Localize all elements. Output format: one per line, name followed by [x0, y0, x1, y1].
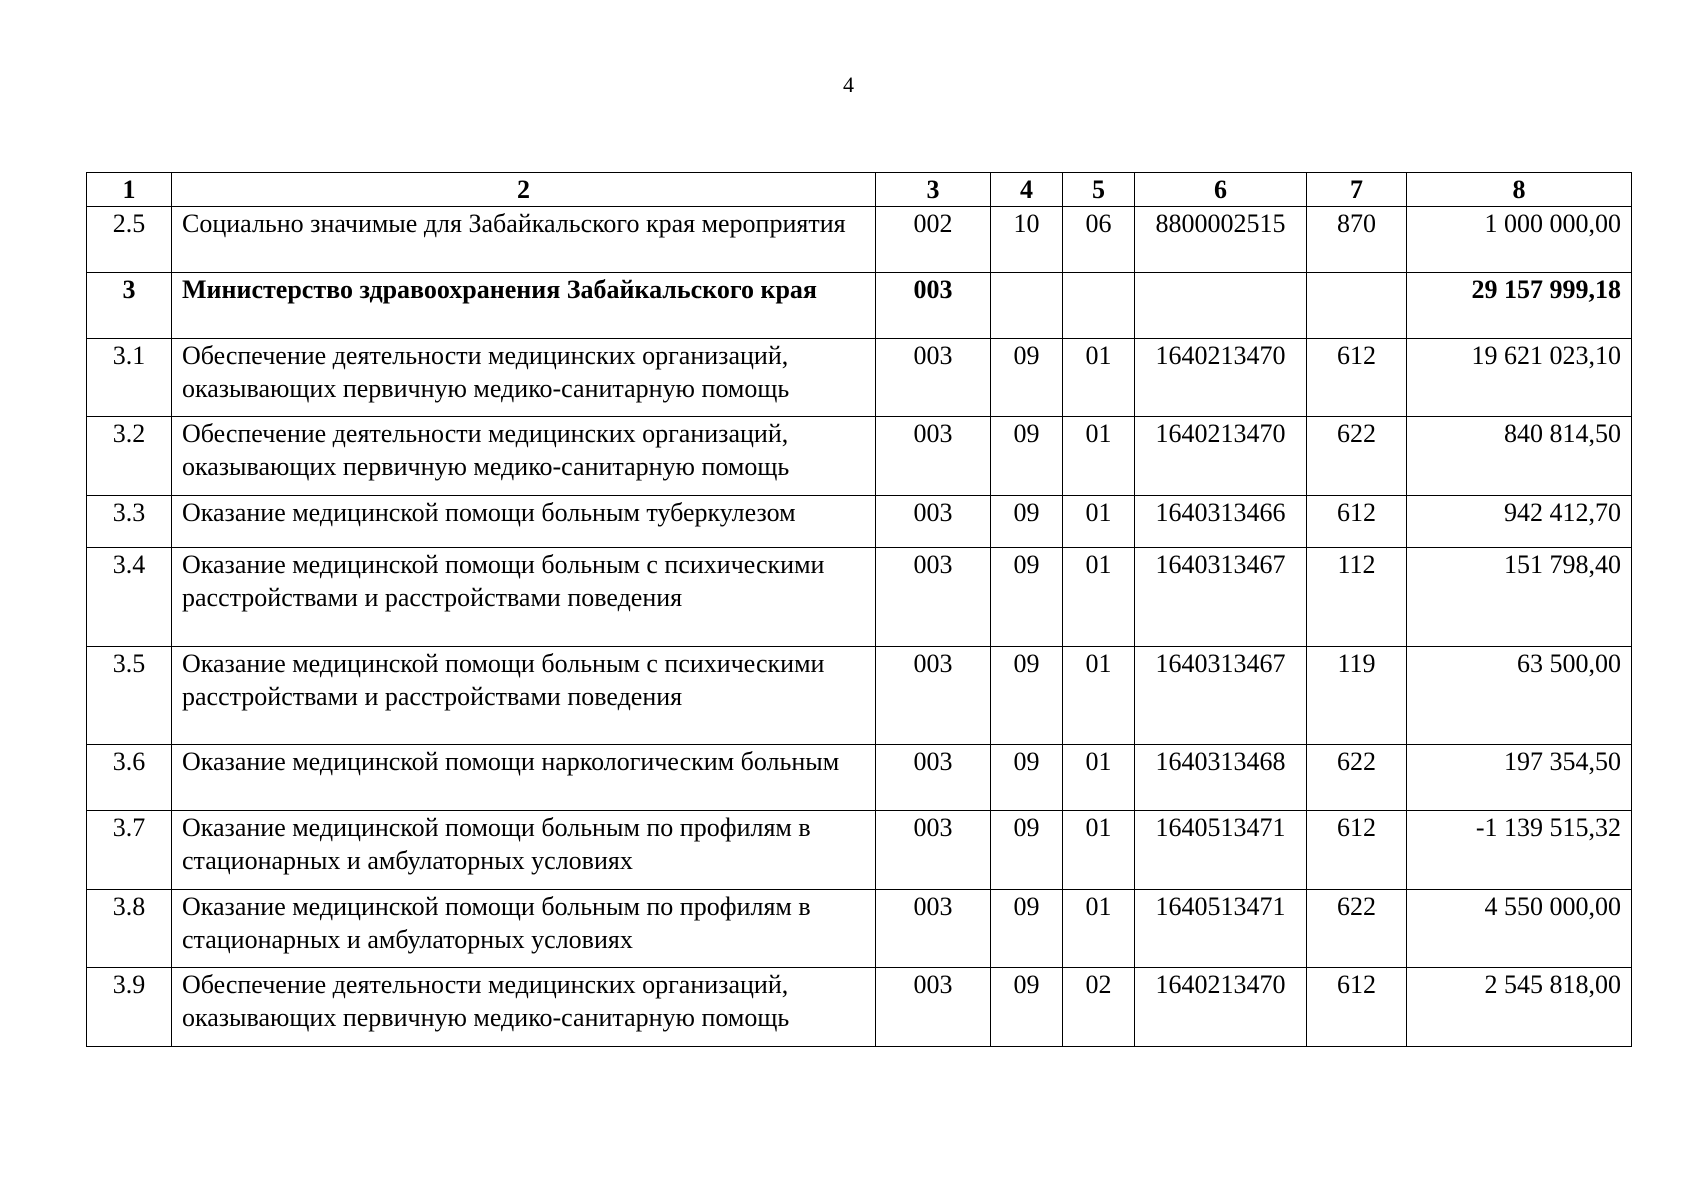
row-name-cell: Оказание медицинской помощи больным по профилям в стационарных и амбулаторных условиях: [172, 811, 876, 890]
target-article-cell: 8800002515: [1135, 207, 1307, 273]
amount-cell: 942 412,70: [1407, 496, 1632, 548]
target-article-cell: 1640213470: [1135, 417, 1307, 496]
subsection-cell: 01: [1063, 890, 1135, 968]
row-number-cell: 3.3: [87, 496, 172, 548]
row-name-cell: Оказание медицинской помощи наркологическим больным: [172, 745, 876, 811]
subsection-cell: 01: [1063, 496, 1135, 548]
target-article-cell: 1640513471: [1135, 890, 1307, 968]
table-body: [87, 207, 1632, 1047]
table-row: [87, 968, 1632, 1047]
expense-type-cell: 612: [1307, 811, 1407, 890]
table-row: [87, 496, 1632, 548]
ministry-code-cell: 003: [876, 890, 991, 968]
table-row: [87, 647, 1632, 745]
table-row: [87, 890, 1632, 968]
expense-type-cell: 119: [1307, 647, 1407, 745]
row-name-cell: Оказание медицинской помощи больным по профилям в стационарных и амбулаторных условиях: [172, 890, 876, 968]
row-name-cell: Обеспечение деятельности медицинских организаций, оказывающих первичную медико-санитарную помощь: [172, 417, 876, 496]
ministry-code-cell: 002: [876, 207, 991, 273]
expense-type-cell: 870: [1307, 207, 1407, 273]
column-header: 7: [1307, 173, 1407, 207]
row-number-cell: 2.5: [87, 207, 172, 273]
target-article-cell: 1640313468: [1135, 745, 1307, 811]
ministry-code-cell: 003: [876, 273, 991, 339]
section-cell: 09: [991, 647, 1063, 745]
row-number-cell: 3: [87, 273, 172, 339]
table-row: [87, 207, 1632, 273]
column-header: 2: [172, 173, 876, 207]
row-number-cell: 3.4: [87, 548, 172, 647]
row-number-cell: 3.7: [87, 811, 172, 890]
amount-cell: -1 139 515,32: [1407, 811, 1632, 890]
amount-cell: 197 354,50: [1407, 745, 1632, 811]
amount-cell: 4 550 000,00: [1407, 890, 1632, 968]
expense-type-cell: 612: [1307, 339, 1407, 417]
target-article-cell: 1640313467: [1135, 647, 1307, 745]
row-name-cell: Оказание медицинской помощи больным с психическими расстройствами и расстройствами поведения: [172, 548, 876, 647]
target-article-cell: 1640313466: [1135, 496, 1307, 548]
column-header: 1: [87, 173, 172, 207]
row-number-cell: 3.5: [87, 647, 172, 745]
subsection-cell: 06: [1063, 207, 1135, 273]
target-article-cell: 1640213470: [1135, 968, 1307, 1047]
expense-type-cell: 112: [1307, 548, 1407, 647]
table-row: [87, 273, 1632, 339]
budget-table: [86, 172, 1632, 1047]
amount-cell: 1 000 000,00: [1407, 207, 1632, 273]
expense-type-cell: 622: [1307, 745, 1407, 811]
table-row: [87, 811, 1632, 890]
subsection-cell: [1063, 273, 1135, 339]
row-number-cell: 3.1: [87, 339, 172, 417]
ministry-code-cell: 003: [876, 548, 991, 647]
ministry-code-cell: 003: [876, 647, 991, 745]
ministry-code-cell: 003: [876, 339, 991, 417]
row-name-cell: Обеспечение деятельности медицинских организаций, оказывающих первичную медико-санитарную помощь: [172, 968, 876, 1047]
expense-type-cell: 622: [1307, 417, 1407, 496]
section-cell: 09: [991, 890, 1063, 968]
table-row: [87, 417, 1632, 496]
subsection-cell: 01: [1063, 417, 1135, 496]
amount-cell: 19 621 023,10: [1407, 339, 1632, 417]
table-row: [87, 548, 1632, 647]
ministry-code-cell: 003: [876, 811, 991, 890]
section-cell: 09: [991, 339, 1063, 417]
expense-type-cell: 612: [1307, 496, 1407, 548]
row-number-cell: 3.6: [87, 745, 172, 811]
amount-cell: 2 545 818,00: [1407, 968, 1632, 1047]
amount-cell: 840 814,50: [1407, 417, 1632, 496]
section-cell: 09: [991, 968, 1063, 1047]
row-number-cell: 3.8: [87, 890, 172, 968]
row-name-cell: Обеспечение деятельности медицинских организаций, оказывающих первичную медико-санитарную помощь: [172, 339, 876, 417]
section-cell: [991, 273, 1063, 339]
row-number-cell: 3.2: [87, 417, 172, 496]
row-name-cell: Оказание медицинской помощи больным туберкулезом: [172, 496, 876, 548]
ministry-code-cell: 003: [876, 745, 991, 811]
section-cell: 09: [991, 548, 1063, 647]
row-name-cell: Оказание медицинской помощи больным с психическими расстройствами и расстройствами поведения: [172, 647, 876, 745]
table-row: [87, 339, 1632, 417]
section-cell: 09: [991, 496, 1063, 548]
section-cell: 09: [991, 745, 1063, 811]
ministry-code-cell: 003: [876, 968, 991, 1047]
subsection-cell: 01: [1063, 811, 1135, 890]
target-article-cell: [1135, 273, 1307, 339]
table-row: [87, 745, 1632, 811]
column-header: 3: [876, 173, 991, 207]
section-cell: 09: [991, 417, 1063, 496]
header-row: [87, 173, 1632, 207]
target-article-cell: 1640313467: [1135, 548, 1307, 647]
row-name-cell: Социально значимые для Забайкальского края мероприятия: [172, 207, 876, 273]
section-cell: 10: [991, 207, 1063, 273]
subsection-cell: 02: [1063, 968, 1135, 1047]
target-article-cell: 1640213470: [1135, 339, 1307, 417]
expense-type-cell: 622: [1307, 890, 1407, 968]
subsection-cell: 01: [1063, 745, 1135, 811]
column-header: 8: [1407, 173, 1632, 207]
column-header: 6: [1135, 173, 1307, 207]
expense-type-cell: 612: [1307, 968, 1407, 1047]
row-number-cell: 3.9: [87, 968, 172, 1047]
table-header: [87, 173, 1632, 207]
target-article-cell: 1640513471: [1135, 811, 1307, 890]
column-header: 5: [1063, 173, 1135, 207]
amount-cell: 63 500,00: [1407, 647, 1632, 745]
amount-cell: 151 798,40: [1407, 548, 1632, 647]
column-header: 4: [991, 173, 1063, 207]
page-number: 4: [843, 72, 854, 97]
subsection-cell: 01: [1063, 548, 1135, 647]
amount-cell: 29 157 999,18: [1407, 273, 1632, 339]
subsection-cell: 01: [1063, 647, 1135, 745]
section-cell: 09: [991, 811, 1063, 890]
ministry-code-cell: 003: [876, 496, 991, 548]
subsection-cell: 01: [1063, 339, 1135, 417]
ministry-code-cell: 003: [876, 417, 991, 496]
expense-type-cell: [1307, 273, 1407, 339]
row-name-cell: Министерство здравоохранения Забайкальского края: [172, 273, 876, 339]
